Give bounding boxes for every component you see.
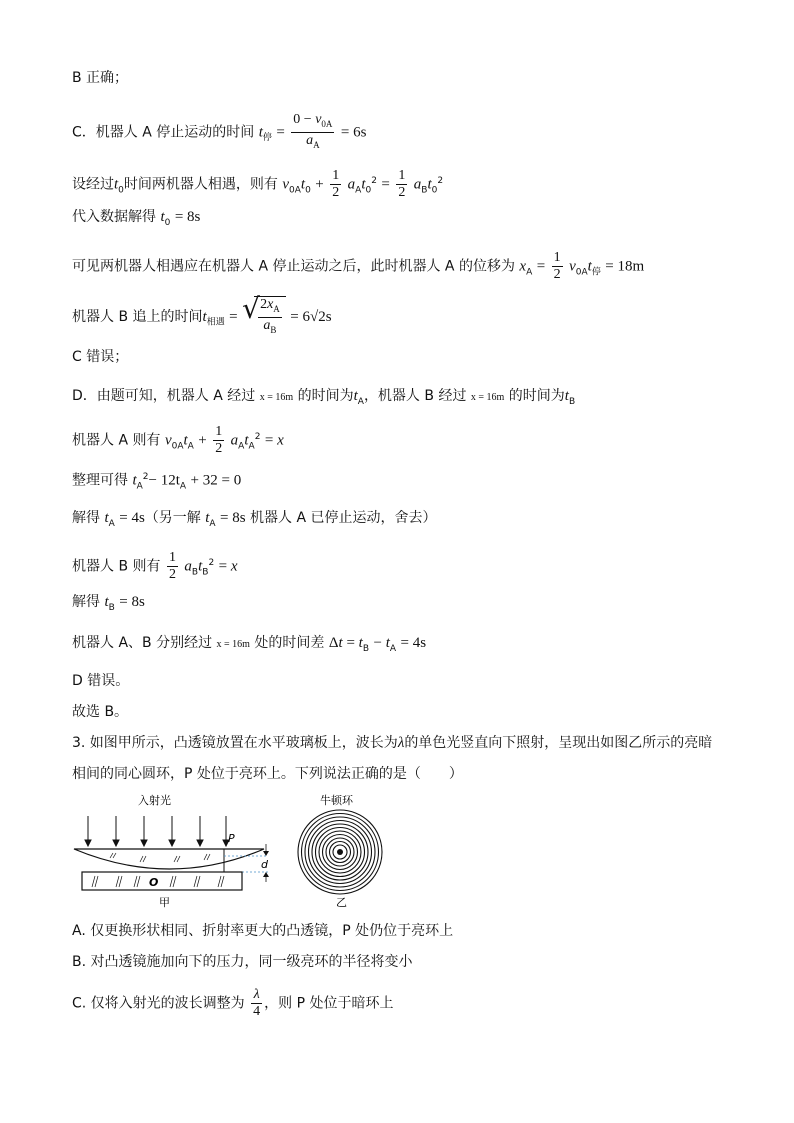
line-d-head: D．由题可知，机器人 A 经过 x = 16m 的时间为$t_A$，机器人 B 经过 x = 16m 的时间为$t_B$ (72, 388, 576, 407)
lens-diagram (70, 792, 290, 912)
line-displacement: 可见两机器人相遇应在机器人 A 停止运动之后，此时机器人 A 的位移为 $x_A$ = $\frac{1}{2}$ $v_{0A}t_停 = 18m$ (72, 250, 645, 282)
line-catch-up: 机器人 B 追上的时间$t_{相遇}$ = √ $\frac{2x_A}{a_B}$ = 6√2s (72, 296, 332, 338)
line-d-wrong: D 错误。 (72, 673, 130, 689)
line-c-stop-time: C．机器人 A 停止运动的时间 $t_停$ = $\frac{0 - v_{0A}}{a_A}$ = 6s (72, 112, 366, 153)
option-a: A. 仅更换形状相同、折射率更大的凸透镜，P 处仍位于亮环上 (72, 923, 454, 939)
figure-caption-yi: 乙 (336, 896, 347, 909)
figure-caption-jia: 甲 (159, 896, 170, 909)
question-3-line-1: 3. 如图甲所示，凸透镜放置在水平玻璃板上，波长为λ的单色光竖直向下照射，呈现出如图乙所示的亮暗 (72, 735, 713, 751)
d-label: d (261, 858, 268, 871)
sqrt-expression: √ $\frac{2x_A}{a_B}$ (242, 296, 286, 338)
question-3-line-2: 相间的同心圆环，P 处位于亮环上。下列说法正确的是（ ） (72, 766, 463, 782)
line-time-difference: 机器人 A、B 分别经过 x = 16m 处的时间差 $\Delta t = t_B - t_A = 4s$ (72, 635, 427, 654)
newton-rings-diagram (292, 792, 392, 912)
line-robot-a-equation: 机器人 A 则有 $v_{0A}t_A$ + $\frac{1}{2}$ $a_At_A^2 = x$ (72, 424, 284, 456)
line-c-wrong: C 错误； (72, 349, 129, 365)
incident-arrows (85, 816, 229, 846)
line-arrange: 整理可得 $t_A^2- 12t_A + 32 = 0$ (72, 472, 242, 492)
glass-plate (82, 872, 242, 890)
option-b: B. 对凸透镜施加向下的压力，同一级亮环的半径将变小 (72, 954, 413, 970)
line-robot-b-equation: 机器人 B 则有 $\frac{1}{2}$ $a_Bt_B^2 = x$ (72, 550, 238, 582)
line-meet-equation: 设经过$t_0$时间两机器人相遇，则有 $v_{0A}t_0$ + $\frac{1}{2}$ $a_At_0^2$ = $\frac{1}{2}$ $a_Bt_0^2$ (72, 168, 444, 200)
line-b-correct: B 正确； (72, 70, 129, 86)
fraction-stop-time: $\frac{0 - v_{0A}}{a_A}$ (291, 112, 334, 153)
point-p-label: P (228, 832, 235, 845)
convex-lens (74, 849, 264, 869)
line-solve-b: 解得 $t_B = 8s$ (72, 594, 145, 613)
incident-light-label: 入射光 (138, 794, 171, 807)
option-c: C. 仅将入射光的波长调整为 $\frac{\lambda}{4}$ ，则 P 处位于暗环上 (72, 987, 394, 1019)
lens-hatching (110, 853, 210, 862)
line-choose: 故选 B。 (72, 704, 129, 720)
newton-rings-label: 牛顿环 (320, 794, 353, 807)
line-solve-a: 解得 $t_A = 4s$（另一解 $t_A = 8s$ 机器人 A 已停止运动，舍去） (72, 510, 437, 529)
point-o-label: O (149, 876, 159, 889)
line-substitute: 代入数据解得 $t_0 = 8s$ (72, 209, 201, 228)
ring-center-dot (337, 849, 343, 855)
